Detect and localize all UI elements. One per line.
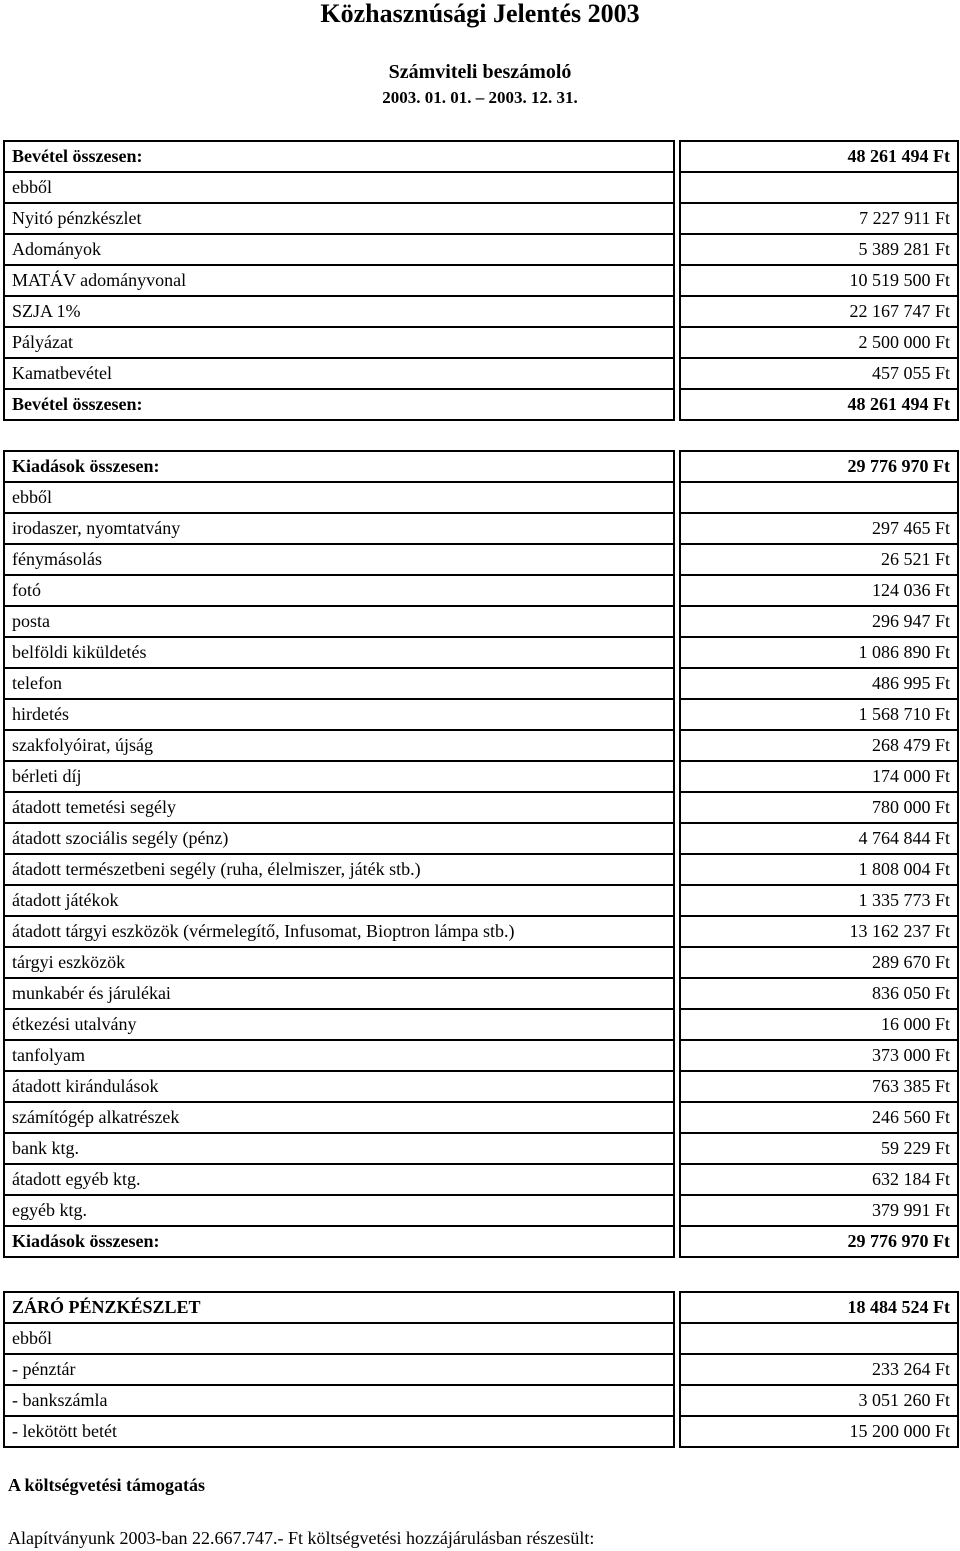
row-label: Bevétel összesen: <box>3 140 675 171</box>
row-label: SZJA 1% <box>3 295 675 326</box>
row-value: 3 051 260 Ft <box>679 1384 959 1415</box>
row-label: tanfolyam <box>3 1039 675 1070</box>
table-row <box>3 760 959 791</box>
table-row <box>3 946 959 977</box>
table-row <box>3 791 959 822</box>
row-value: 13 162 237 Ft <box>679 915 959 946</box>
row-label: tárgyi eszközök <box>3 946 675 977</box>
row-value: 29 776 970 Ft <box>679 1225 959 1258</box>
table-row <box>3 388 959 421</box>
row-label: étkezési utalvány <box>3 1008 675 1039</box>
row-label: átadott szociális segély (pénz) <box>3 822 675 853</box>
row-label: átadott tárgyi eszközök (vérmelegítő, Infusomat, Bioptron lámpa stb.) <box>3 915 675 946</box>
income-table <box>3 140 959 421</box>
row-label: ebből <box>3 481 675 512</box>
table-row <box>3 1353 959 1384</box>
table-row <box>3 1008 959 1039</box>
row-label: hirdetés <box>3 698 675 729</box>
row-label: Nyitó pénzkészlet <box>3 202 675 233</box>
table-row <box>3 1039 959 1070</box>
row-value: 763 385 Ft <box>679 1070 959 1101</box>
row-label: egyéb ktg. <box>3 1194 675 1225</box>
row-value: 2 500 000 Ft <box>679 326 959 357</box>
row-value: 289 670 Ft <box>679 946 959 977</box>
document-subtitle: Számviteli beszámoló <box>388 61 572 83</box>
row-value: 4 764 844 Ft <box>679 822 959 853</box>
table-row <box>3 977 959 1008</box>
table-row <box>3 233 959 264</box>
table-row <box>3 915 959 946</box>
table-row <box>3 543 959 574</box>
row-value: 457 055 Ft <box>679 357 959 388</box>
row-value: 233 264 Ft <box>679 1353 959 1384</box>
row-label: Kiadások összesen: <box>3 1225 675 1258</box>
row-value: 29 776 970 Ft <box>679 450 959 481</box>
row-label: szakfolyóirat, újság <box>3 729 675 760</box>
table-row <box>3 1070 959 1101</box>
row-value: 18 484 524 Ft <box>679 1291 959 1322</box>
table-row <box>3 729 959 760</box>
subsidy-heading: A költségvetési támogatás <box>8 1475 205 1495</box>
row-value: 632 184 Ft <box>679 1163 959 1194</box>
table-row <box>3 1225 959 1258</box>
table-row <box>3 636 959 667</box>
row-label: - bankszámla <box>3 1384 675 1415</box>
subsidy-text: Alapítványunk 2003-ban 22.667.747.- Ft költségvetési hozzájárulásban részesült: <box>8 1528 595 1548</box>
document-title: Közhasznúsági Jelentés 2003 <box>320 0 640 28</box>
row-value: 1 568 710 Ft <box>679 698 959 729</box>
table-row <box>3 1132 959 1163</box>
row-value: 22 167 747 Ft <box>679 295 959 326</box>
row-value: 379 991 Ft <box>679 1194 959 1225</box>
row-label: - lekötött betét <box>3 1415 675 1448</box>
row-value: 15 200 000 Ft <box>679 1415 959 1448</box>
table-row <box>3 698 959 729</box>
table-row <box>3 1194 959 1225</box>
row-value <box>679 171 959 202</box>
table-row <box>3 295 959 326</box>
table-row <box>3 667 959 698</box>
row-label: bérleti díj <box>3 760 675 791</box>
row-label: átadott játékok <box>3 884 675 915</box>
row-label: irodaszer, nyomtatvány <box>3 512 675 543</box>
row-label: ZÁRÓ PÉNZKÉSZLET <box>3 1291 675 1322</box>
row-value: 1 086 890 Ft <box>679 636 959 667</box>
row-value: 7 227 911 Ft <box>679 202 959 233</box>
row-value: 10 519 500 Ft <box>679 264 959 295</box>
row-label: számítógép alkatrészek <box>3 1101 675 1132</box>
table-row <box>3 1384 959 1415</box>
row-value: 5 389 281 Ft <box>679 233 959 264</box>
row-value: 486 995 Ft <box>679 667 959 698</box>
row-label: Adományok <box>3 233 675 264</box>
table-row <box>3 140 959 171</box>
table-row <box>3 264 959 295</box>
table-row <box>3 1101 959 1132</box>
table-row <box>3 512 959 543</box>
table-row <box>3 1322 959 1353</box>
row-value: 268 479 Ft <box>679 729 959 760</box>
row-value: 124 036 Ft <box>679 574 959 605</box>
closing-table <box>3 1291 959 1448</box>
row-label: átadott egyéb ktg. <box>3 1163 675 1194</box>
row-value <box>679 1322 959 1353</box>
table-row <box>3 605 959 636</box>
row-value: 48 261 494 Ft <box>679 140 959 171</box>
report-period: 2003. 01. 01. – 2003. 12. 31. <box>382 88 578 107</box>
row-value: 373 000 Ft <box>679 1039 959 1070</box>
table-row <box>3 1291 959 1322</box>
table-row <box>3 450 959 481</box>
table-row <box>3 822 959 853</box>
row-value: 1 335 773 Ft <box>679 884 959 915</box>
row-value: 836 050 Ft <box>679 977 959 1008</box>
row-value: 297 465 Ft <box>679 512 959 543</box>
row-label: ebből <box>3 1322 675 1353</box>
row-label: Kamatbevétel <box>3 357 675 388</box>
table-row <box>3 326 959 357</box>
row-label: munkabér és járulékai <box>3 977 675 1008</box>
row-value: 16 000 Ft <box>679 1008 959 1039</box>
table-row <box>3 884 959 915</box>
row-label: átadott kirándulások <box>3 1070 675 1101</box>
row-value: 174 000 Ft <box>679 760 959 791</box>
row-value: 59 229 Ft <box>679 1132 959 1163</box>
row-label: posta <box>3 605 675 636</box>
row-label: fotó <box>3 574 675 605</box>
row-label: telefon <box>3 667 675 698</box>
table-row <box>3 202 959 233</box>
row-label: ebből <box>3 171 675 202</box>
row-value: 780 000 Ft <box>679 791 959 822</box>
table-row <box>3 357 959 388</box>
row-label: - pénztár <box>3 1353 675 1384</box>
row-label: Kiadások összesen: <box>3 450 675 481</box>
table-row <box>3 171 959 202</box>
row-value: 48 261 494 Ft <box>679 388 959 421</box>
table-row <box>3 574 959 605</box>
row-label: belföldi kiküldetés <box>3 636 675 667</box>
row-value: 246 560 Ft <box>679 1101 959 1132</box>
row-label: átadott természetbeni segély (ruha, élelmiszer, játék stb.) <box>3 853 675 884</box>
expenses-table <box>3 450 959 1258</box>
row-label: Pályázat <box>3 326 675 357</box>
table-row <box>3 853 959 884</box>
row-label: Bevétel összesen: <box>3 388 675 421</box>
table-row <box>3 481 959 512</box>
row-label: bank ktg. <box>3 1132 675 1163</box>
row-value: 296 947 Ft <box>679 605 959 636</box>
row-label: fénymásolás <box>3 543 675 574</box>
row-value <box>679 481 959 512</box>
table-row <box>3 1163 959 1194</box>
row-label: átadott temetési segély <box>3 791 675 822</box>
row-value: 1 808 004 Ft <box>679 853 959 884</box>
table-row <box>3 1415 959 1448</box>
row-value: 26 521 Ft <box>679 543 959 574</box>
row-label: MATÁV adományvonal <box>3 264 675 295</box>
